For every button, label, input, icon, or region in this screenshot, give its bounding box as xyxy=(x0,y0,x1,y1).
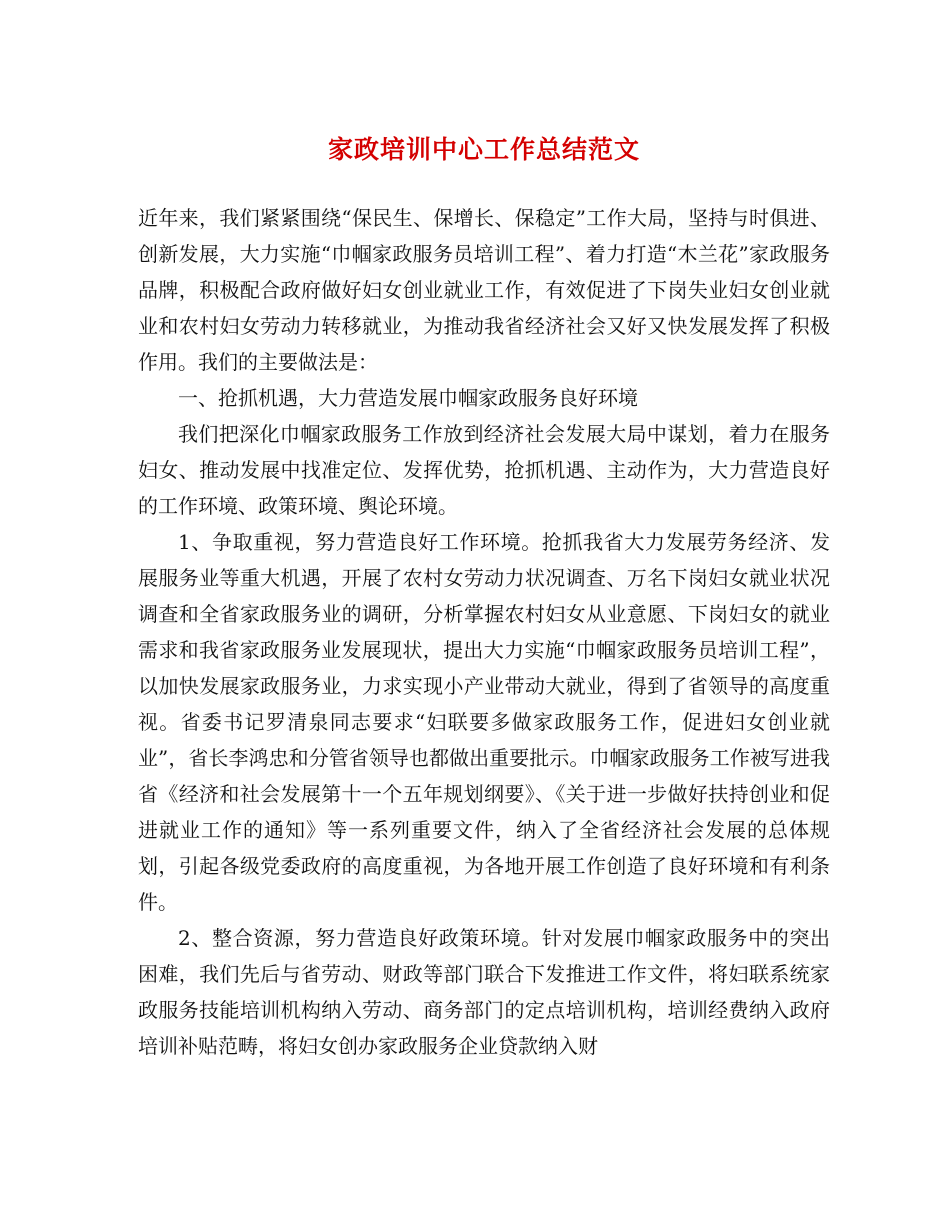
document-body xyxy=(138,200,830,1064)
paragraph-section-1: 我们把深化巾帼家政服务工作放到经济社会发展大局中谋划，着力在服务妇女、推动发展中找准定位、发挥优势，抢抓机遇、主动作为，大力营造良好的工作环境、政策环境、舆论环境。 xyxy=(138,422,830,518)
paragraph-point-1: 1、争取重视，努力营造良好工作环境。抢抓我省大力发展劳务经济、发展服务业等重大机遇，开展了农村女劳动力状况调查、万名下岗妇女就业状况调查和全省家政服务业的调研，分析掌握农村妇女从业意愿、下岗妇女的就业需求和我省家政服务业发展现状，提出大力实施“巾帼家政服务员培训工程”，以加快发展家政服务业，力求实现小产业带动大就业，得到了省领导的高度重视。省委书记罗清泉同志要求“妇联要多做家政服务工作，促进妇女创业就业”，省长李鸿忠和分管省领导也都做出重要批示。巾帼家政服务工作被写进我省《经济和社会发展第十一个五年规划纲要》、《关于进一步做好扶持创业和促进就业工作的通知》等一系列重要文件，纳入了全省经济社会发展的总体规划，引起各级党委政府的高度重视，为各地开展工作创造了良好环境和有利条件。 xyxy=(138,530,830,914)
section-heading-1: 一、抢抓机遇，大力营造发展巾帼家政服务良好环境 xyxy=(178,386,638,410)
paragraph-intro: 近年来，我们紧紧围绕“保民生、保增长、保稳定”工作大局，坚持与时俱进、创新发展，大力实施“巾帼家政服务员培训工程”、着力打造“木兰花”家政服务品牌，积极配合政府做好妇女创业就业工作，有效促进了下岗失业妇女创业就业和农村妇女劳动力转移就业，为推动我省经济社会又好又快发展发挥了积极作用。我们的主要做法是： xyxy=(138,206,830,374)
document-title: 家政培训中心工作总结范文 xyxy=(327,135,640,164)
paragraph-point-2: 2、整合资源，努力营造良好政策环境。针对发展巾帼家政服务中的突出困难，我们先后与省劳动、财政等部门联合下发推进工作文件，将妇联系统家政服务技能培训机构纳入劳动、商务部门的定点培训机构，培训经费纳入政府培训补贴范畴，将妇女创办家政服务企业贷款纳入财 xyxy=(138,926,830,1058)
